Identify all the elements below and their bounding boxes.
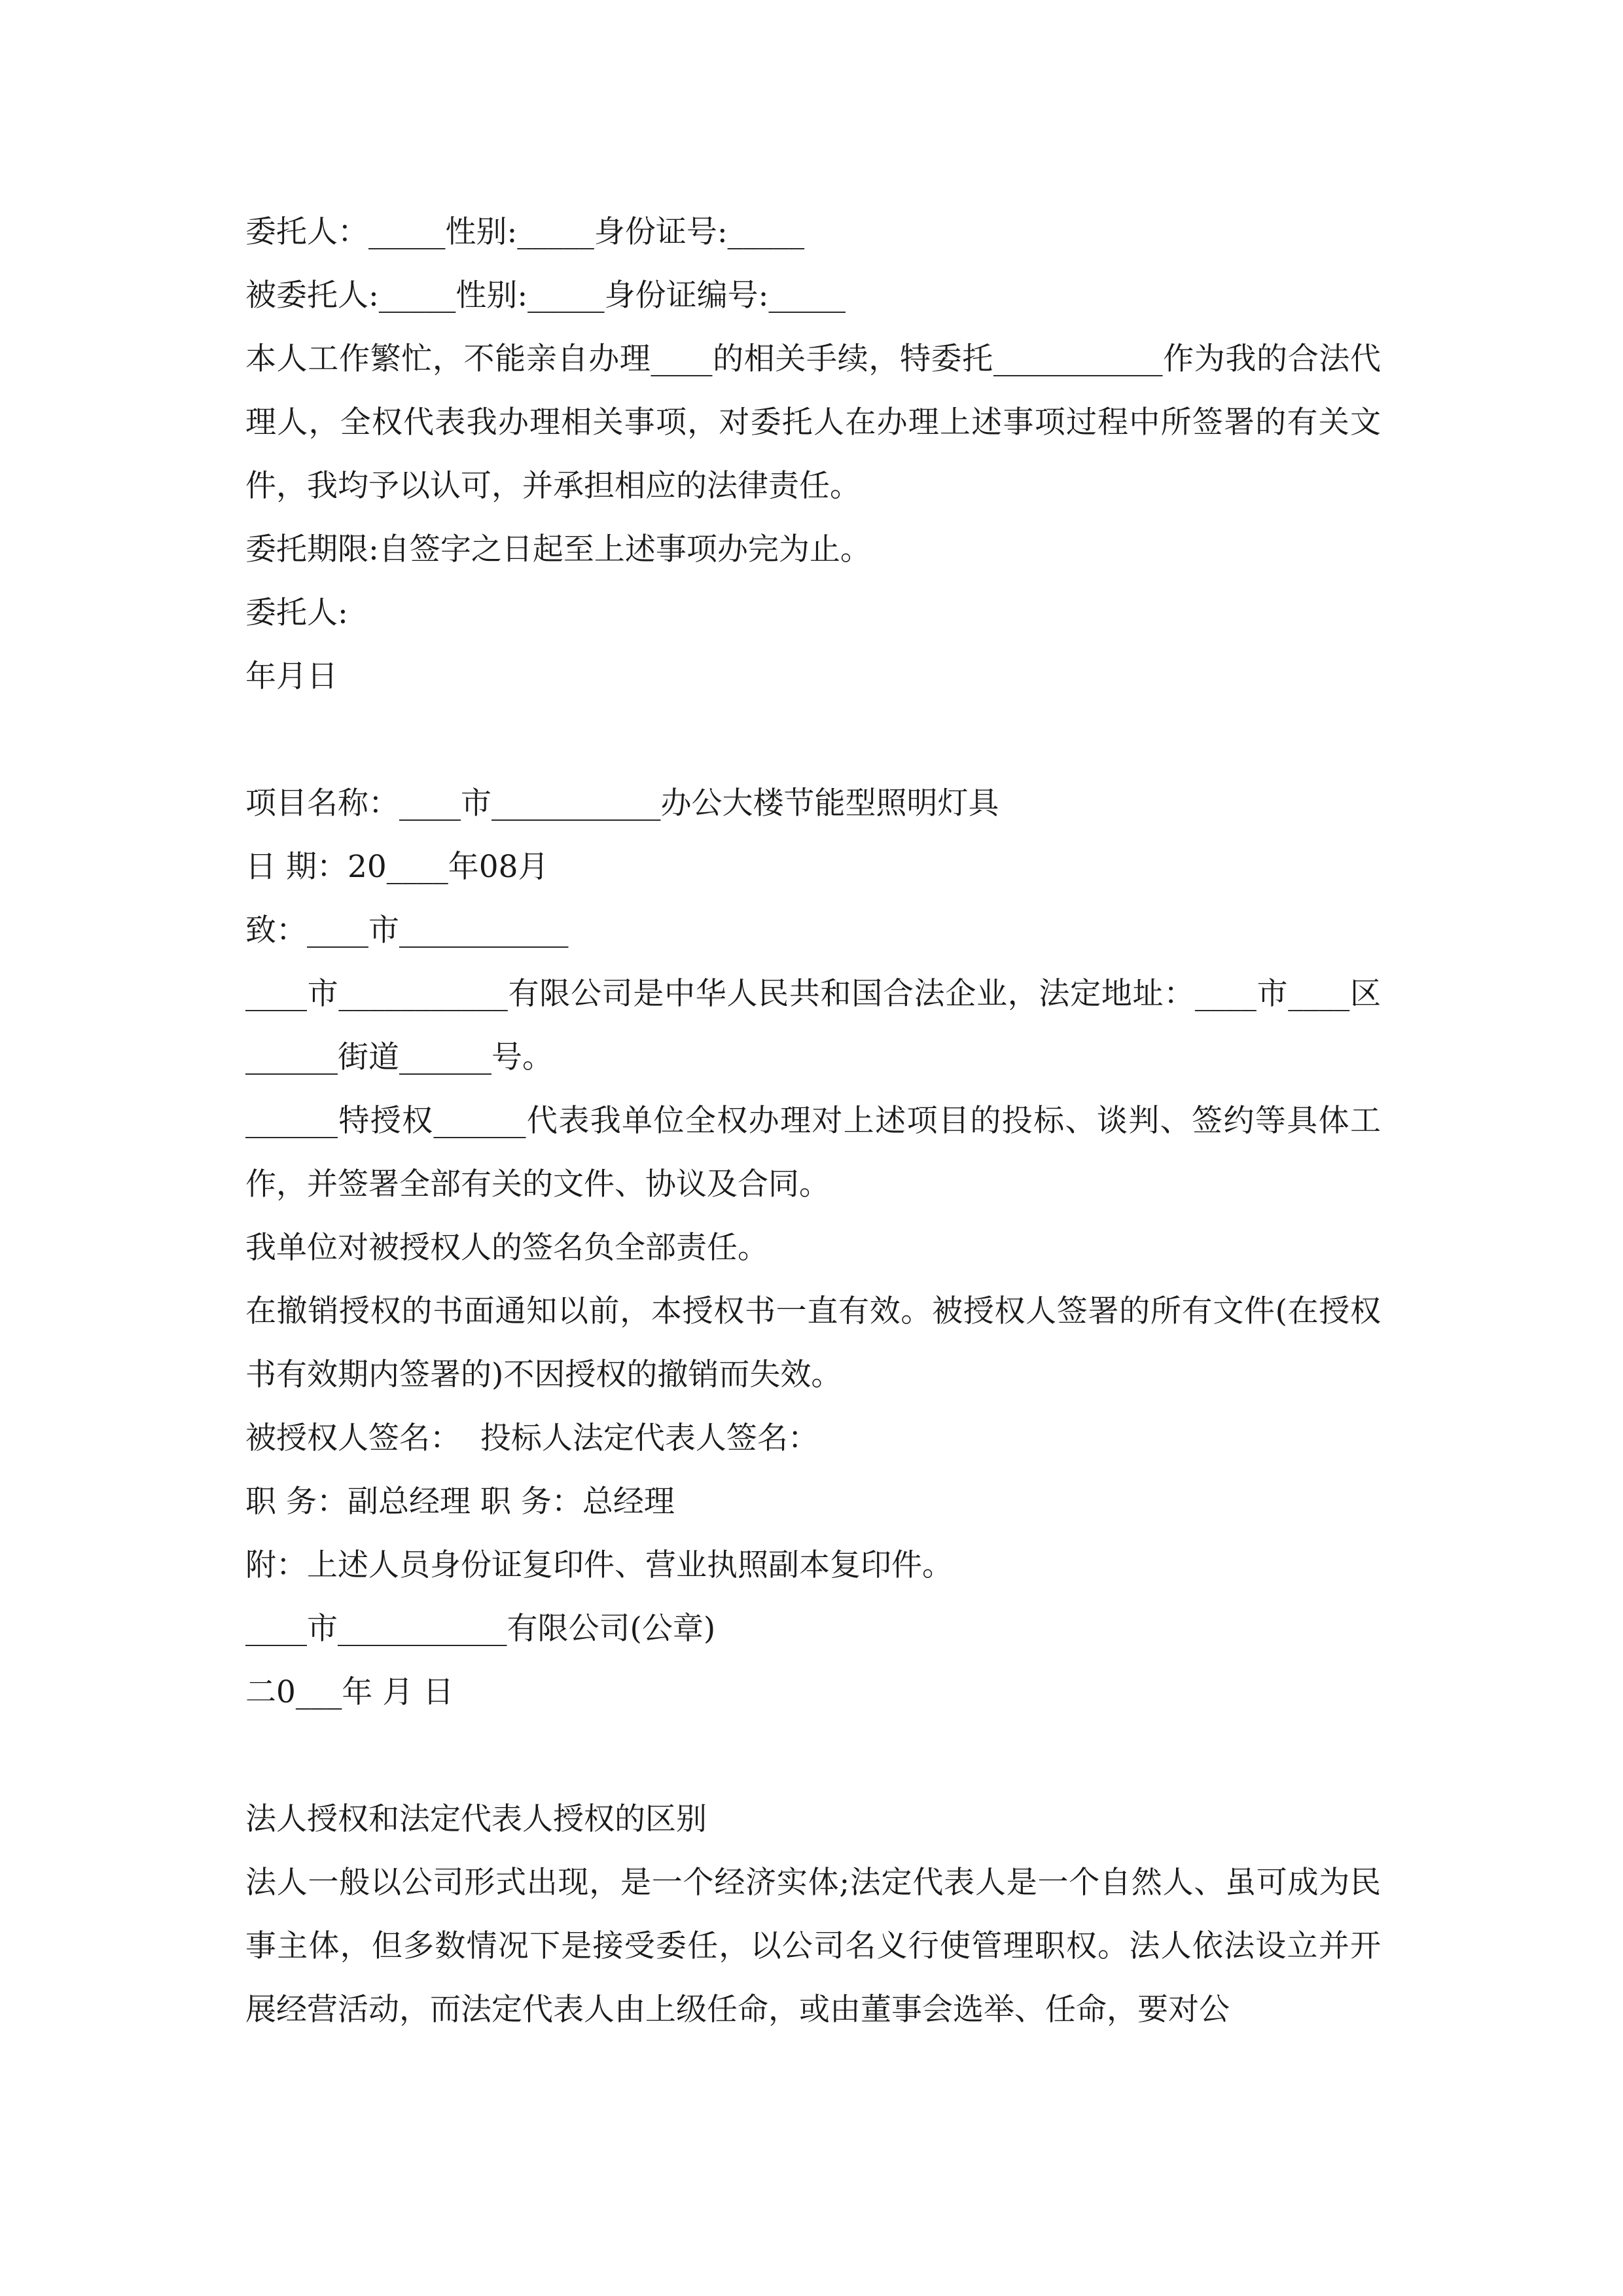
auth-attachment: 附：上述人员身份证复印件、营业执照副本复印件。 bbox=[245, 1547, 953, 1583]
auth-project-name: 项目名称：____市___________办公大楼节能型照明灯具 bbox=[245, 785, 999, 821]
entrust-body-paragraph: 本人工作繁忙，不能亲自办理____的相关手续，特委托___________作为我的合法代理人，全权代表我办理相关事项，对委托人在办理上述事项过程中所签署的有关文件，我均予以认可，并承担相应的法律责任。 bbox=[245, 341, 1381, 504]
auth-recipient: 致：____市___________ bbox=[245, 912, 569, 948]
auth-seal-line: ____市___________有限公司(公章) bbox=[245, 1611, 716, 1647]
section-spacer bbox=[245, 1724, 1381, 1787]
entrust-period: 委托期限:自签字之日起至上述事项办完为止。 bbox=[245, 531, 871, 567]
auth-sign-date: 二0___年 月 日 bbox=[245, 1674, 454, 1710]
entrust-agent-line: 被委托人:_____性别:_____身份证编号:_____ bbox=[245, 278, 846, 314]
auth-responsibility: 我单位对被授权人的签名负全部责任。 bbox=[245, 1230, 768, 1266]
auth-signatures: 被授权人签名： 投标人法定代表人签名： bbox=[245, 1420, 819, 1456]
auth-grant-paragraph: ______特授权______代表我单位全权办理对上述项目的投标、谈判、签约等具体工作，并签署全部有关的文件、协议及合同。 bbox=[245, 1103, 1381, 1202]
auth-positions: 职 务：副总经理 职 务：总经理 bbox=[245, 1484, 675, 1520]
auth-validity-paragraph: 在撤销授权的书面通知以前，本授权书一直有效。被授权人签署的所有文件(在授权书有效期内签署的)不因授权的撤销而失效。 bbox=[245, 1293, 1381, 1393]
entrust-signer: 委托人: bbox=[245, 595, 348, 631]
entrust-date: 年月日 bbox=[245, 658, 338, 694]
difference-title: 法人授权和法定代表人授权的区别 bbox=[245, 1801, 707, 1837]
auth-company-paragraph: ____市___________有限公司是中华人民共和国合法企业，法定地址：____市____区______街道______号。 bbox=[245, 976, 1381, 1075]
section-spacer bbox=[245, 708, 1381, 772]
difference-body-paragraph: 法人一般以公司形式出现，是一个经济实体;法定代表人是一个自然人、虽可成为民事主体，但多数情况下是接受委任，以公司名义行使管理职权。法人依法设立并开展经营活动，而法定代表人由上级任命，或由董事会选举、任命，要对公 bbox=[245, 1865, 1381, 2028]
document-body bbox=[245, 200, 1381, 2041]
auth-date: 日 期：20____年08月 bbox=[245, 849, 549, 885]
entrust-principal-line: 委托人：_____性别:_____身份证号:_____ bbox=[245, 214, 805, 250]
